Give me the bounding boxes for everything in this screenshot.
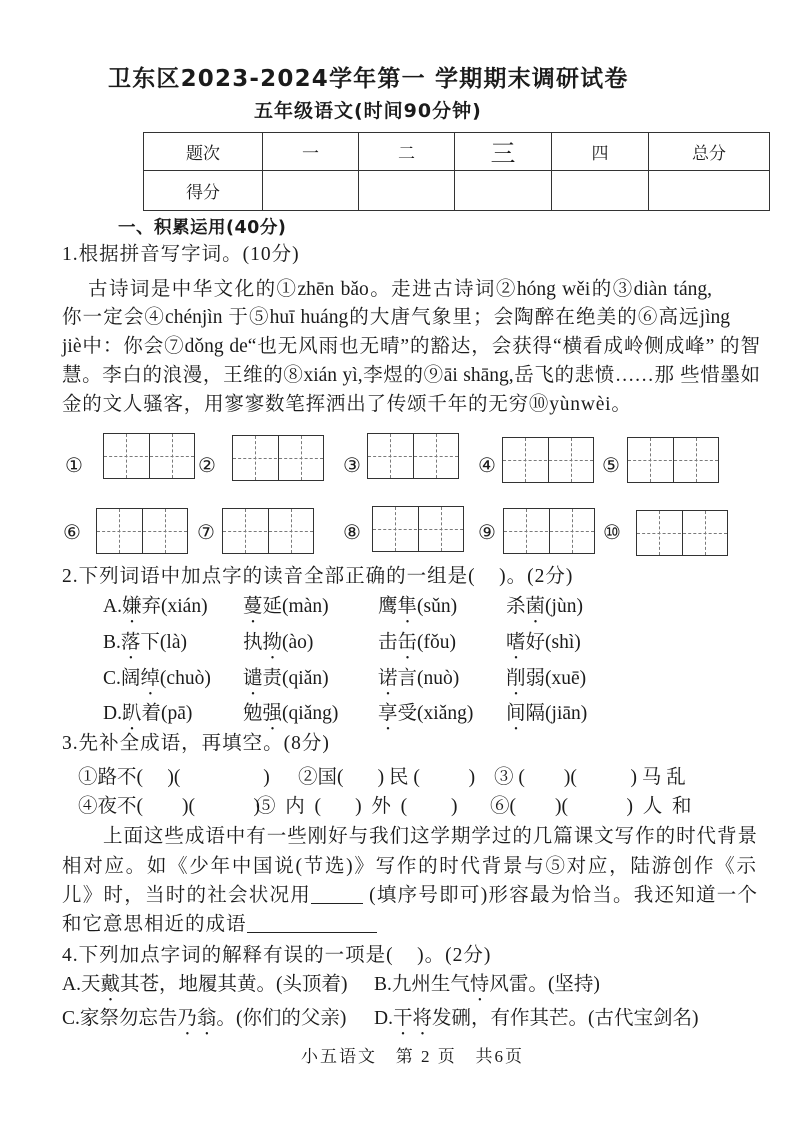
q2-option-a-word-2	[243, 595, 329, 628]
dotted-character: 享	[378, 703, 398, 724]
answer-label-1: ①	[65, 455, 83, 477]
q2-option-label: B.	[103, 632, 121, 653]
q3-idiom-3: ③ ( )( ) 马 乱	[494, 767, 686, 788]
q2-option-a-word-3	[378, 595, 457, 628]
q4-dotted-word: 戴	[100, 974, 120, 995]
score-cell-3	[455, 171, 552, 211]
grid-guide-line	[572, 509, 573, 553]
score-col-3: 三	[455, 133, 552, 171]
dotted-character: 菌	[525, 596, 546, 617]
q2-option-a-word-1	[103, 595, 208, 628]
score-col-label: 题次	[144, 133, 263, 171]
word-text-after-dot: 受	[397, 703, 418, 724]
q2-option-c-word-1	[103, 667, 211, 700]
answer-grid-3	[367, 433, 459, 479]
word-text-after-dot: 责	[262, 668, 283, 689]
q4-option-label: B.	[374, 974, 392, 995]
score-cell-2	[359, 171, 455, 211]
q2-title: 2.下列词语中加点字的读音全部正确的一组是( )。(2分)	[62, 566, 574, 587]
answer-grid-4	[502, 437, 594, 483]
q2-option-label: A.	[103, 596, 122, 617]
score-table-score-row	[144, 171, 770, 211]
q4-text-before-dot: 九州生气	[391, 974, 470, 995]
grid-guide-line	[291, 509, 292, 553]
q2-option-c-word-4	[506, 667, 586, 700]
q4-text-before-dot: 天	[80, 974, 101, 995]
score-col-2: 二	[359, 133, 455, 171]
page-footer: 小五语文 第 2 页 共6页	[301, 1047, 524, 1066]
word-text-before-dot: 鹰	[378, 596, 398, 617]
q4-option-label: A.	[62, 974, 81, 995]
q3-line3-text-before-blank: 儿》时，当时的社会状况用	[62, 885, 312, 906]
q4-explanation: (头顶着)	[276, 974, 348, 995]
q3-answer-blank-number	[311, 887, 363, 904]
q2-option-d-word-2	[243, 702, 338, 735]
word-text-after-dot: 弱	[525, 668, 546, 689]
word-text-after-dot: 着	[141, 703, 161, 724]
q2-option-d-word-1	[103, 702, 192, 735]
q3-line3-text-after-blank: (填序号即可)形容最为恰当。我还知道一个	[363, 885, 757, 906]
word-text-before-dot: 执	[243, 632, 263, 653]
word-text-before-dot: 阔	[120, 668, 141, 689]
q2-option-b-word-1	[103, 631, 187, 664]
pinyin: (ào)	[282, 632, 314, 653]
q2-option-c-word-3	[378, 667, 459, 700]
dotted-character: 嗜	[506, 632, 526, 653]
q4-option-c	[62, 1007, 346, 1040]
grid-guide-line	[149, 434, 150, 478]
q4-text-before-dot: 家祭勿忘告	[79, 1008, 178, 1029]
grid-guide-line	[390, 434, 391, 478]
grid-guide-line	[119, 509, 120, 553]
answer-grid-1	[103, 433, 195, 479]
score-col-4: 四	[552, 133, 649, 171]
pinyin: (xuē)	[545, 668, 587, 689]
score-col-total: 总分	[649, 133, 770, 171]
q4-explanation: (你们的父亲)	[235, 1008, 347, 1029]
exam-subtitle: 五年级语文(时间90分钟)	[254, 100, 482, 122]
dotted-character: 强	[262, 703, 283, 724]
answer-grid-2	[232, 435, 324, 481]
q2-option-b-word-2	[243, 631, 313, 664]
q2-option-d-word-4	[506, 702, 587, 735]
dotted-character: 嫌	[121, 596, 142, 617]
q1-passage-line-4: 慧。李白的浪漫，王维的⑧xián yì,李煜的⑨āi shāng,岳飞的悲愤……那 些惜墨如	[62, 365, 760, 386]
q3-idiom-4: ④夜不( )( )	[78, 796, 260, 817]
word-text-after-dot: 延	[262, 596, 283, 617]
exam-title: 卫东区2023-2024学年第一 学期期末调研试卷	[108, 66, 629, 92]
q4-text-after-dot: 风雷。	[489, 974, 548, 995]
q4-text-after-dot: 发硎，有作其芒。	[431, 1008, 588, 1029]
pinyin: (nuò)	[417, 668, 460, 689]
word-text-after-dot: 隔	[525, 703, 546, 724]
grid-guide-line	[682, 511, 683, 555]
q1-passage-line-3: jiè中：你会⑦dǒng de“也无风雨也无晴”的豁达，会获得“横看成岭侧成峰” 的智	[62, 336, 760, 357]
q2-option-label: C.	[103, 668, 121, 689]
q3-idiom-1: ①路不( )( )	[78, 767, 270, 788]
pinyin: (pā)	[161, 703, 193, 724]
grid-guide-line	[278, 436, 279, 480]
q4-text-after-dot: 其苍，地履其黄。	[120, 974, 277, 995]
pinyin: (shì)	[545, 632, 581, 653]
q1-passage-line-2: 你一定会④chénjìn 于⑤huī huáng的大唐气象里；会陶醉在绝美的⑥高远jìng	[62, 307, 730, 328]
score-table-header-row	[144, 133, 770, 171]
score-cell-total	[649, 171, 770, 211]
answer-label-9: ⑨	[478, 522, 496, 544]
q3-idiom-2: ②国( ) 民 ( )	[298, 767, 476, 788]
q2-option-b-word-3	[378, 631, 456, 664]
word-text-after-dot: 言	[397, 668, 418, 689]
grid-guide-line	[413, 434, 414, 478]
grid-guide-line	[126, 434, 127, 478]
q2-option-d-word-3	[378, 702, 473, 735]
grid-guide-line	[172, 434, 173, 478]
word-text-before-dot: 勉	[243, 703, 263, 724]
word-text-after-dot: 下	[140, 632, 160, 653]
q2-option-c-word-2	[243, 667, 329, 700]
dotted-character: 趴	[121, 703, 142, 724]
grid-guide-line	[418, 507, 419, 551]
grid-guide-line	[525, 438, 526, 482]
q3-passage-line-4	[62, 913, 377, 936]
q4-dotted-word: 乃翁	[177, 1008, 217, 1029]
answer-label-4: ④	[478, 455, 496, 477]
section-title: 一、积累运用(40分)	[118, 218, 287, 238]
dotted-character: 诺	[378, 668, 398, 689]
dotted-character: 绰	[140, 668, 160, 689]
answer-label-7: ⑦	[197, 522, 215, 544]
answer-grid-7	[222, 508, 314, 554]
answer-label-5: ⑤	[602, 455, 620, 477]
q3-idiom-6: ⑥( )( ) 人 和	[490, 796, 692, 817]
dotted-character: 缶	[397, 632, 418, 653]
q3-passage-line-3	[62, 884, 757, 907]
q4-explanation: (坚持)	[547, 974, 600, 995]
q1-passage-line-1: 古诗词是中华文化的①zhēn bǎo。走进古诗词②hóng wěi的③diàn táng,	[88, 279, 712, 300]
score-cell-4	[552, 171, 649, 211]
q4-title: 4.下列加点字词的解释有误的一项是( )。(2分)	[62, 945, 492, 966]
grid-guide-line	[395, 507, 396, 551]
grid-guide-line	[696, 438, 697, 482]
pinyin: (jiān)	[545, 703, 588, 724]
word-text-after-dot: 好	[525, 632, 546, 653]
grid-guide-line	[268, 509, 269, 553]
dotted-character: 削	[506, 668, 526, 689]
q4-option-label: C.	[62, 1008, 80, 1029]
answer-grid-9	[503, 508, 595, 554]
pinyin: (sǔn)	[417, 596, 458, 617]
answer-grid-10	[636, 510, 728, 556]
q2-option-b-word-4	[506, 631, 581, 664]
grid-guide-line	[245, 509, 246, 553]
grid-guide-line	[436, 434, 437, 478]
grid-guide-line	[548, 438, 549, 482]
pinyin: (qiǎn)	[282, 668, 329, 689]
answer-grid-8	[372, 506, 464, 552]
pinyin: (qiǎng)	[282, 703, 339, 724]
q2-option-label: D.	[103, 703, 122, 724]
score-cell-1	[263, 171, 359, 211]
dotted-character: 间	[506, 703, 526, 724]
dotted-character: 蔓	[243, 596, 263, 617]
grid-guide-line	[441, 507, 442, 551]
pinyin: (xián)	[161, 596, 208, 617]
grid-guide-line	[165, 509, 166, 553]
q4-option-label: D.	[374, 1008, 393, 1029]
dotted-character: 落	[120, 632, 141, 653]
score-table	[143, 132, 770, 211]
word-text-before-dot: 杀	[506, 596, 526, 617]
grid-guide-line	[255, 436, 256, 480]
grid-guide-line	[526, 509, 527, 553]
grid-guide-line	[673, 438, 674, 482]
q4-option-d	[374, 1007, 699, 1040]
pinyin: (là)	[159, 632, 187, 653]
score-row-label: 得分	[144, 171, 263, 211]
word-text-before-dot: 击	[378, 632, 398, 653]
q3-passage-line-1: 上面这些成语中有一些刚好与我们这学期学过的几篇课文写作的时代背景	[103, 826, 757, 847]
q1-passage-line-5: 金的文人骚客，用寥寥数笔挥洒出了传颂千年的无穷⑩yùnwèi。	[62, 394, 632, 415]
q4-explanation: (古代宝剑名)	[588, 1008, 699, 1029]
pinyin: (jùn)	[545, 596, 583, 617]
q2-option-a-word-4	[506, 595, 583, 628]
q4-dotted-word: 干将	[392, 1008, 432, 1029]
score-col-1: 一	[263, 133, 359, 171]
dotted-character: 隼	[397, 596, 418, 617]
q1-title: 1.根据拼音写字词。(10分)	[62, 244, 300, 265]
q4-option-b	[374, 973, 600, 1006]
q3-idiom-5: ⑤ 内 ( ) 外 ( )	[256, 796, 458, 817]
q3-line4-text: 和它意思相近的成语	[62, 914, 247, 935]
answer-label-6: ⑥	[63, 522, 81, 544]
pinyin: (chuò)	[159, 668, 211, 689]
q4-text-after-dot: 。	[216, 1008, 236, 1029]
q3-passage-line-2: 相对应。如《少年中国说(节选)》写作的时代背景与⑤对应，陆游创作《示	[62, 856, 756, 877]
grid-guide-line	[705, 511, 706, 555]
answer-label-10: ⑩	[603, 522, 621, 544]
answer-grid-6	[96, 508, 188, 554]
q3-title: 3.先补全成语，再填空。(8分)	[62, 733, 330, 754]
grid-guide-line	[549, 509, 550, 553]
answer-grid-5	[627, 437, 719, 483]
q3-answer-blank-idiom	[247, 916, 377, 933]
q4-option-a	[62, 973, 348, 1006]
pinyin: (fǒu)	[417, 632, 457, 653]
grid-guide-line	[142, 509, 143, 553]
answer-label-2: ②	[198, 455, 216, 477]
grid-guide-line	[650, 438, 651, 482]
answer-label-8: ⑧	[343, 522, 361, 544]
q4-dotted-word: 恃	[469, 974, 490, 995]
dotted-character: 拗	[262, 632, 283, 653]
word-text-after-dot: 弃	[141, 596, 161, 617]
grid-guide-line	[571, 438, 572, 482]
pinyin: (màn)	[282, 596, 329, 617]
grid-guide-line	[659, 511, 660, 555]
dotted-character: 谴	[243, 668, 263, 689]
answer-label-3: ③	[343, 455, 361, 477]
grid-guide-line	[301, 436, 302, 480]
pinyin: (xiǎng)	[417, 703, 474, 724]
